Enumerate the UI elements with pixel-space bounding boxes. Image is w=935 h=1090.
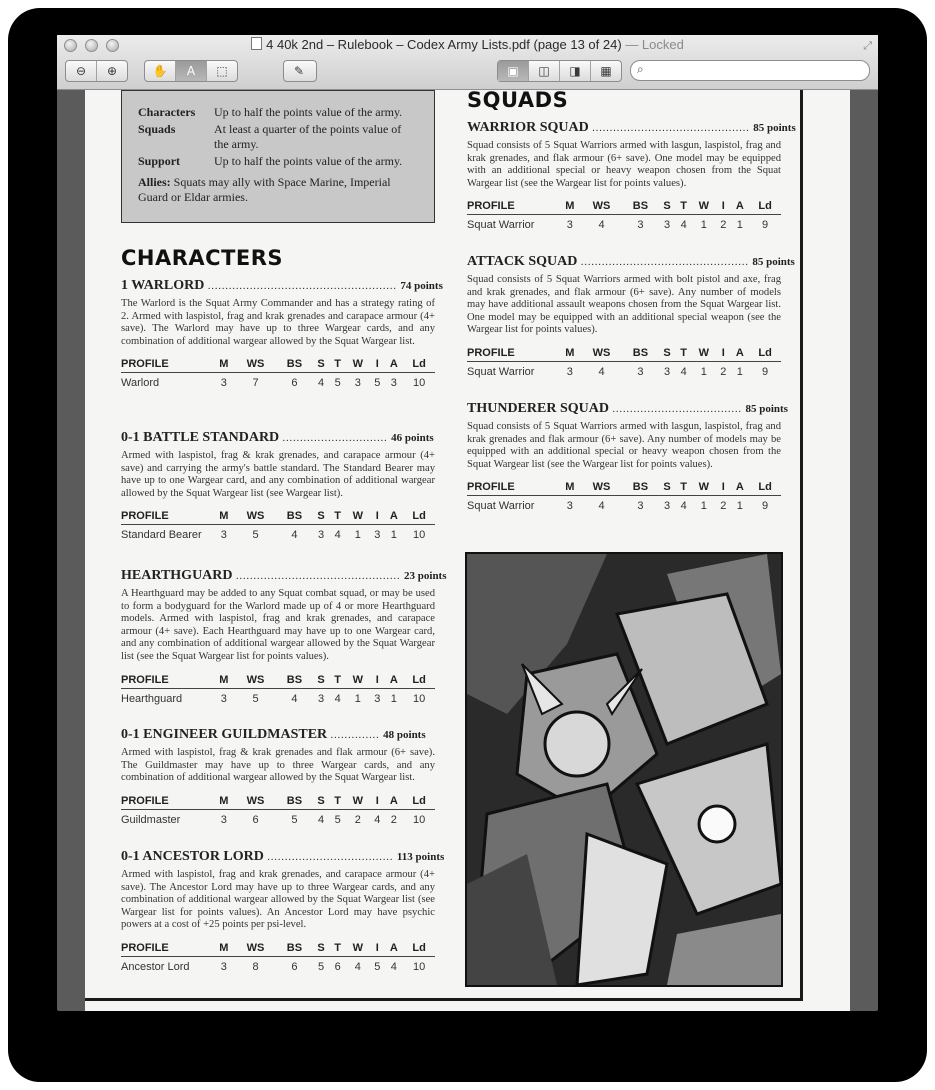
profile-cell: Guildmaster (121, 813, 181, 826)
annotate-icon[interactable]: ✎ (293, 64, 305, 78)
profile-row (467, 361, 781, 378)
window-title (57, 37, 878, 52)
unit-name: 1 WARLORD (121, 278, 205, 293)
profile-cell: 10 (412, 960, 426, 973)
profile-cell: 9 (762, 500, 769, 513)
profile-header: T (676, 200, 692, 215)
profile-row (467, 496, 781, 513)
profile-header: Ld (403, 358, 435, 373)
profile-header: T (330, 942, 346, 957)
profile-header: W (692, 347, 716, 362)
profile-cell: 3 (220, 960, 227, 973)
profile-table (467, 200, 781, 231)
profile-header: I (716, 481, 730, 496)
unit-name: 0-1 ANCESTOR LORD (121, 849, 264, 864)
profile-cell: 4 (680, 500, 687, 513)
profile-header: I (716, 347, 730, 362)
profile-cell: 4 (680, 365, 687, 378)
unit-entry (467, 254, 795, 378)
profile-header: T (676, 347, 692, 362)
annotate-controls (283, 60, 317, 82)
profile-header: BS (276, 358, 312, 373)
unit-name: 0-1 ENGINEER GUILDMASTER (121, 727, 328, 742)
profile-cell: 4 (598, 219, 605, 232)
profile-cell: 4 (334, 529, 341, 542)
profile-cell: 2 (720, 365, 727, 378)
unit-points: 85 points (752, 256, 795, 268)
profile-cell: Warlord (121, 377, 160, 390)
force-organisation-box (121, 90, 435, 223)
profile-row (121, 525, 435, 542)
profile-header: WS (235, 510, 277, 525)
profile-header: WS (235, 358, 277, 373)
profile-header: PROFILE (467, 200, 559, 215)
unit-name: 0-1 BATTLE STANDARD (121, 430, 280, 445)
zoom-controls (65, 60, 128, 82)
preview-window (57, 35, 878, 1011)
window-title-text: 4 40k 2nd – Rulebook – Codex Army Lists.pdf (page 13 of 24) (266, 37, 622, 52)
row-text: At least a quarter of the points value of the army. (214, 122, 402, 151)
profile-header: T (676, 481, 692, 496)
squat-warrior-illustration (465, 552, 783, 987)
profile-cell: 2 (390, 813, 397, 826)
row-text: Up to half the points value of the army. (214, 154, 403, 168)
profile-cell: 3 (220, 692, 227, 705)
profile-header: Ld (403, 510, 435, 525)
profile-header: WS (235, 795, 277, 810)
profile-cell: 5 (374, 377, 381, 390)
unit-points: 113 points (396, 851, 445, 863)
unit-description: A Hearthguard may be added to any Squat combat squad, or may be used to form a bodyguard for the Warlord made up of 4 or more Hearthguard models. Armed with laspistol, frag and krak grenades, and carapace armour (4+ save). Each Hearthguard may have up to one Wargear card, and any combination of additional wargear allowed by the Squat Wargear list (see the Squat Wargear list for points values). (121, 588, 435, 662)
leader-dots: ................................................ (580, 257, 749, 268)
leader-dots: ...................................................... (207, 281, 397, 292)
leader-dots: .............................. (282, 433, 388, 444)
unit-points: 85 points (753, 122, 796, 134)
profile-cell: 4 (598, 500, 605, 513)
leader-dots: .............. (330, 730, 380, 741)
profile-cell: 5 (318, 960, 325, 973)
profile-cell: 6 (252, 813, 259, 826)
unit-points: 23 points (404, 570, 447, 582)
profile-cell: Ancestor Lord (121, 960, 190, 973)
unit-header (467, 254, 795, 271)
profile-header: A (384, 358, 403, 373)
profile-cell: 3 (220, 529, 227, 542)
profile-header: S (312, 795, 329, 810)
text-select-icon[interactable]: A (175, 61, 206, 81)
unit-points: 85 points (745, 403, 788, 415)
profile-header: W (346, 358, 370, 373)
unit-header (121, 430, 435, 447)
profile-cell: 1 (700, 500, 707, 513)
hand-tool-icon[interactable]: ✋ (152, 64, 168, 78)
profile-header: M (559, 347, 581, 362)
profile-table (121, 510, 435, 541)
profile-cell: Standard Bearer (121, 529, 202, 542)
profile-header: M (559, 481, 581, 496)
profile-header: W (346, 795, 370, 810)
profile-cell: 3 (664, 500, 671, 513)
profile-row (121, 688, 435, 705)
profile-cell: 3 (390, 377, 397, 390)
profile-cell: 2 (720, 219, 727, 232)
contact-sheet-icon[interactable]: ▦ (590, 61, 621, 81)
profile-header: Ld (403, 942, 435, 957)
profile-header: S (658, 347, 675, 362)
unit-entry (121, 278, 443, 390)
profile-cell: 1 (700, 365, 707, 378)
search-input[interactable] (653, 62, 862, 79)
profile-cell: 4 (354, 960, 361, 973)
profile-header-row (121, 510, 435, 525)
profile-header: M (213, 358, 235, 373)
profile-cell: 2 (720, 500, 727, 513)
profile-header: BS (622, 200, 658, 215)
profile-header: A (384, 795, 403, 810)
profile-cell: 5 (291, 813, 298, 826)
profile-cell: 9 (762, 219, 769, 232)
profile-header: M (213, 510, 235, 525)
profile-header-row (467, 481, 781, 496)
facing-pages-icon[interactable]: ◨ (559, 61, 590, 81)
profile-cell: 5 (252, 529, 259, 542)
unit-entry (467, 120, 796, 232)
allies-text (138, 175, 418, 205)
profile-cell: 2 (354, 813, 361, 826)
page-border-right (800, 90, 803, 1000)
profile-cell: 5 (334, 377, 341, 390)
zoom-out-icon[interactable]: ⊖ (75, 64, 87, 78)
profile-header: Ld (403, 674, 435, 689)
profile-table (121, 674, 435, 705)
profile-cell: 1 (736, 500, 743, 513)
row-label: Support (138, 154, 181, 168)
profile-header: S (312, 358, 329, 373)
profile-table (121, 358, 435, 389)
allies-body: Squats may ally with Space Marine, Imperial Guard or Eldar armies. (138, 175, 391, 204)
profile-header: I (370, 942, 384, 957)
profile-header: A (730, 481, 749, 496)
profile-cell: 4 (374, 813, 381, 826)
profile-table (121, 795, 435, 826)
row-label: Squads (138, 122, 176, 136)
pdf-page[interactable] (85, 90, 850, 1011)
profile-cell: 3 (354, 377, 361, 390)
profile-header: W (346, 942, 370, 957)
profile-cell: 3 (637, 365, 644, 378)
profile-cell: 10 (412, 377, 426, 390)
unit-name: HEARTHGUARD (121, 568, 233, 583)
profile-header: WS (581, 200, 623, 215)
title-bar (57, 35, 878, 90)
profile-cell: Squat Warrior (467, 365, 535, 378)
unit-header (121, 849, 445, 866)
profile-header: A (384, 510, 403, 525)
illustration-art (467, 554, 781, 985)
profile-header: Ld (749, 200, 781, 215)
profile-header: M (213, 674, 235, 689)
profile-header: M (559, 200, 581, 215)
profile-cell: 4 (390, 960, 397, 973)
row-text: Up to half the points value of the army. (214, 105, 403, 119)
profile-header: PROFILE (121, 510, 213, 525)
profile-cell: 4 (598, 365, 605, 378)
unit-header (121, 278, 443, 295)
unit-header (467, 120, 796, 137)
unit-entry (121, 568, 447, 705)
profile-cell: 5 (374, 960, 381, 973)
profile-cell: 4 (291, 692, 298, 705)
profile-cell: 6 (291, 377, 298, 390)
profile-header-row (121, 674, 435, 689)
profile-header: Ld (749, 347, 781, 362)
profile-cell: 3 (220, 813, 227, 826)
pdf-document-icon (251, 37, 262, 50)
profile-cell: 1 (390, 692, 397, 705)
profile-cell: 3 (318, 529, 325, 542)
profile-row (121, 809, 435, 826)
profile-table (467, 481, 781, 512)
profile-header: PROFILE (121, 795, 213, 810)
profile-header: S (312, 674, 329, 689)
profile-cell: 1 (736, 219, 743, 232)
profile-table (121, 942, 435, 973)
profile-row (121, 373, 435, 390)
profile-header: M (213, 942, 235, 957)
profile-table (467, 347, 781, 378)
profile-header: Ld (403, 795, 435, 810)
profile-cell: 3 (637, 500, 644, 513)
profile-header: I (370, 674, 384, 689)
two-page-icon[interactable]: ◫ (528, 61, 559, 81)
profile-header: Ld (749, 481, 781, 496)
profile-header: BS (622, 347, 658, 362)
profile-header: WS (581, 481, 623, 496)
profile-header: W (346, 510, 370, 525)
profile-cell: 3 (374, 529, 381, 542)
profile-cell: 1 (390, 529, 397, 542)
profile-cell: 6 (334, 960, 341, 973)
unit-header (121, 568, 447, 585)
profile-header: PROFILE (121, 358, 213, 373)
profile-cell: 9 (762, 365, 769, 378)
leader-dots: ..................................... (612, 404, 742, 415)
profile-header: M (213, 795, 235, 810)
profile-header: WS (581, 347, 623, 362)
leader-dots: ............................................... (236, 571, 401, 582)
search-field[interactable] (630, 60, 870, 81)
row-label: Characters (138, 105, 196, 119)
unit-points: 74 points (400, 280, 443, 292)
zoom-in-icon[interactable]: ⊕ (96, 61, 127, 81)
profile-cell: 8 (252, 960, 259, 973)
allies-label: Allies: (138, 175, 171, 189)
profile-cell: 3 (637, 219, 644, 232)
profile-header: S (312, 942, 329, 957)
squads-heading: SQUADS (467, 88, 569, 112)
profile-cell: 1 (736, 365, 743, 378)
profile-header: PROFILE (121, 674, 213, 689)
profile-cell: 3 (566, 219, 573, 232)
profile-row (467, 215, 781, 232)
profile-header: T (330, 358, 346, 373)
profile-header-row (467, 347, 781, 362)
profile-header: I (716, 200, 730, 215)
characters-heading: CHARACTERS (121, 246, 284, 270)
profile-header: A (730, 347, 749, 362)
page-border-bottom (85, 998, 803, 1001)
unit-name: ATTACK SQUAD (467, 254, 578, 269)
profile-row (121, 956, 435, 973)
profile-header-row (121, 358, 435, 373)
ally-row (138, 105, 418, 120)
profile-header: PROFILE (467, 347, 559, 362)
single-page-icon[interactable]: ▣ (498, 61, 528, 81)
profile-header: BS (276, 510, 312, 525)
profile-cell: 3 (374, 692, 381, 705)
locked-status: — Locked (625, 37, 684, 52)
profile-header: S (658, 481, 675, 496)
profile-cell: 1 (354, 529, 361, 542)
profile-header: W (692, 481, 716, 496)
profile-cell: 6 (291, 960, 298, 973)
profile-header: I (370, 358, 384, 373)
ally-row (138, 154, 418, 169)
profile-header: A (384, 674, 403, 689)
unit-header (121, 727, 435, 744)
profile-header: WS (235, 674, 277, 689)
unit-description: Armed with laspistol, frag and krak grenades, and carapace armour (4+ save). The Ancestor Lord may have up to three Wargear cards, and any combination of additional wargear allowed by the Squat Wargear list (see Wargear list for points values). An Ancestor Lord may have psychic powers at a cost of +25 points per psi-level. (121, 869, 435, 931)
unit-name: THUNDERER SQUAD (467, 401, 609, 416)
profile-cell: 5 (252, 692, 259, 705)
unit-name: WARRIOR SQUAD (467, 120, 589, 135)
profile-header: BS (276, 674, 312, 689)
profile-cell: 3 (664, 219, 671, 232)
unit-description: The Warlord is the Squat Army Commander and has a strategy rating of 2. Armed with laspistol, frag and krak grenades and carapace armour (4+ save). The Warlord may have up to three Wargear cards, and any combination of additional wargear allowed by the Squat Wargear list. (121, 298, 435, 347)
unit-entry (467, 401, 788, 513)
unit-description: Armed with laspistol, frag & krak grenades and flak armour (6+ save). The Guildmaster may have up to three Wargear cards, and any combination of additional wargear allowed by the Squat Wargear list. (121, 747, 435, 784)
unit-points: 48 points (383, 729, 426, 741)
profile-cell: 5 (334, 813, 341, 826)
profile-cell: 1 (354, 692, 361, 705)
profile-cell: 4 (318, 813, 325, 826)
unit-header (467, 401, 788, 418)
profile-cell: 3 (566, 500, 573, 513)
profile-header: WS (235, 942, 277, 957)
unit-description: Squad consists of 5 Squat Warriors armed with lasgun, laspistol, frag and krak grenades, and flak armour (6+ save). One model may be equipped with an additional special or heavy weapon chosen from the Squat Wargear list (see the Wargear list for points values). (467, 140, 781, 189)
profile-cell: 10 (412, 813, 426, 826)
profile-cell: 3 (318, 692, 325, 705)
profile-cell: 3 (566, 365, 573, 378)
profile-header-row (467, 200, 781, 215)
profile-header: W (346, 674, 370, 689)
profile-header: T (330, 674, 346, 689)
profile-cell: 4 (334, 692, 341, 705)
profile-cell: 7 (252, 377, 259, 390)
profile-header: PROFILE (121, 942, 213, 957)
search-icon: ⌕ (637, 62, 644, 76)
rect-select-icon[interactable]: ⬚ (206, 61, 237, 81)
tool-mode-controls (144, 60, 238, 82)
profile-cell: 4 (291, 529, 298, 542)
profile-header-row (121, 942, 435, 957)
ally-row (138, 122, 418, 152)
profile-header-row (121, 795, 435, 810)
profile-header: T (330, 510, 346, 525)
unit-description: Squad consists of 5 Squat Warriors armed with lasgun, laspistol, frag and krak grenades and flak armour (6+ save). Any number of models may be equipped with an additional special or heavy weapon chosen from the Squat Wargear list (see the Wargear list for points values). (467, 421, 781, 470)
profile-header: BS (622, 481, 658, 496)
profile-header: A (384, 942, 403, 957)
profile-header: W (692, 200, 716, 215)
profile-cell: Squat Warrior (467, 219, 535, 232)
profile-cell: 3 (220, 377, 227, 390)
profile-cell: 4 (680, 219, 687, 232)
profile-cell: 10 (412, 529, 426, 542)
profile-header: PROFILE (467, 481, 559, 496)
fullscreen-icon[interactable]: ⤢ (863, 39, 872, 52)
unit-entry (121, 727, 435, 826)
profile-header: I (370, 510, 384, 525)
unit-description: Armed with laspistol, frag & krak grenades, and carapace armour (4+ save) and carrying the army's battle standard. The Standard Bearer may have up to one Wargear card, and any combination of additional wargear allowed by the Squat Wargear list (see Wargear list). (121, 450, 435, 499)
profile-header: A (730, 200, 749, 215)
profile-header: S (312, 510, 329, 525)
profile-cell: Squat Warrior (467, 500, 535, 513)
leader-dots: ............................................. (592, 123, 750, 134)
unit-description: Squad consists of 5 Squat Warriors armed with bolt pistol and axe, frag and krak grenades, and flak armour (6+ save). Any number of models may have additional assault weapons chosen from the Squat Wargear list. One model may be equipped with an additional special weapon (see the Wargear list for points values). (467, 274, 781, 336)
unit-entry (121, 430, 435, 541)
leader-dots: .................................... (267, 852, 394, 863)
profile-cell: 3 (664, 365, 671, 378)
profile-cell: 1 (700, 219, 707, 232)
profile-header: BS (276, 795, 312, 810)
profile-header: BS (276, 942, 312, 957)
view-mode-controls (497, 60, 622, 82)
profile-header: T (330, 795, 346, 810)
profile-header: S (658, 200, 675, 215)
unit-entry (121, 849, 445, 973)
profile-header: I (370, 795, 384, 810)
profile-cell: 4 (318, 377, 325, 390)
profile-cell: 10 (412, 692, 426, 705)
profile-cell: Hearthguard (121, 692, 183, 705)
unit-points: 46 points (391, 432, 434, 444)
